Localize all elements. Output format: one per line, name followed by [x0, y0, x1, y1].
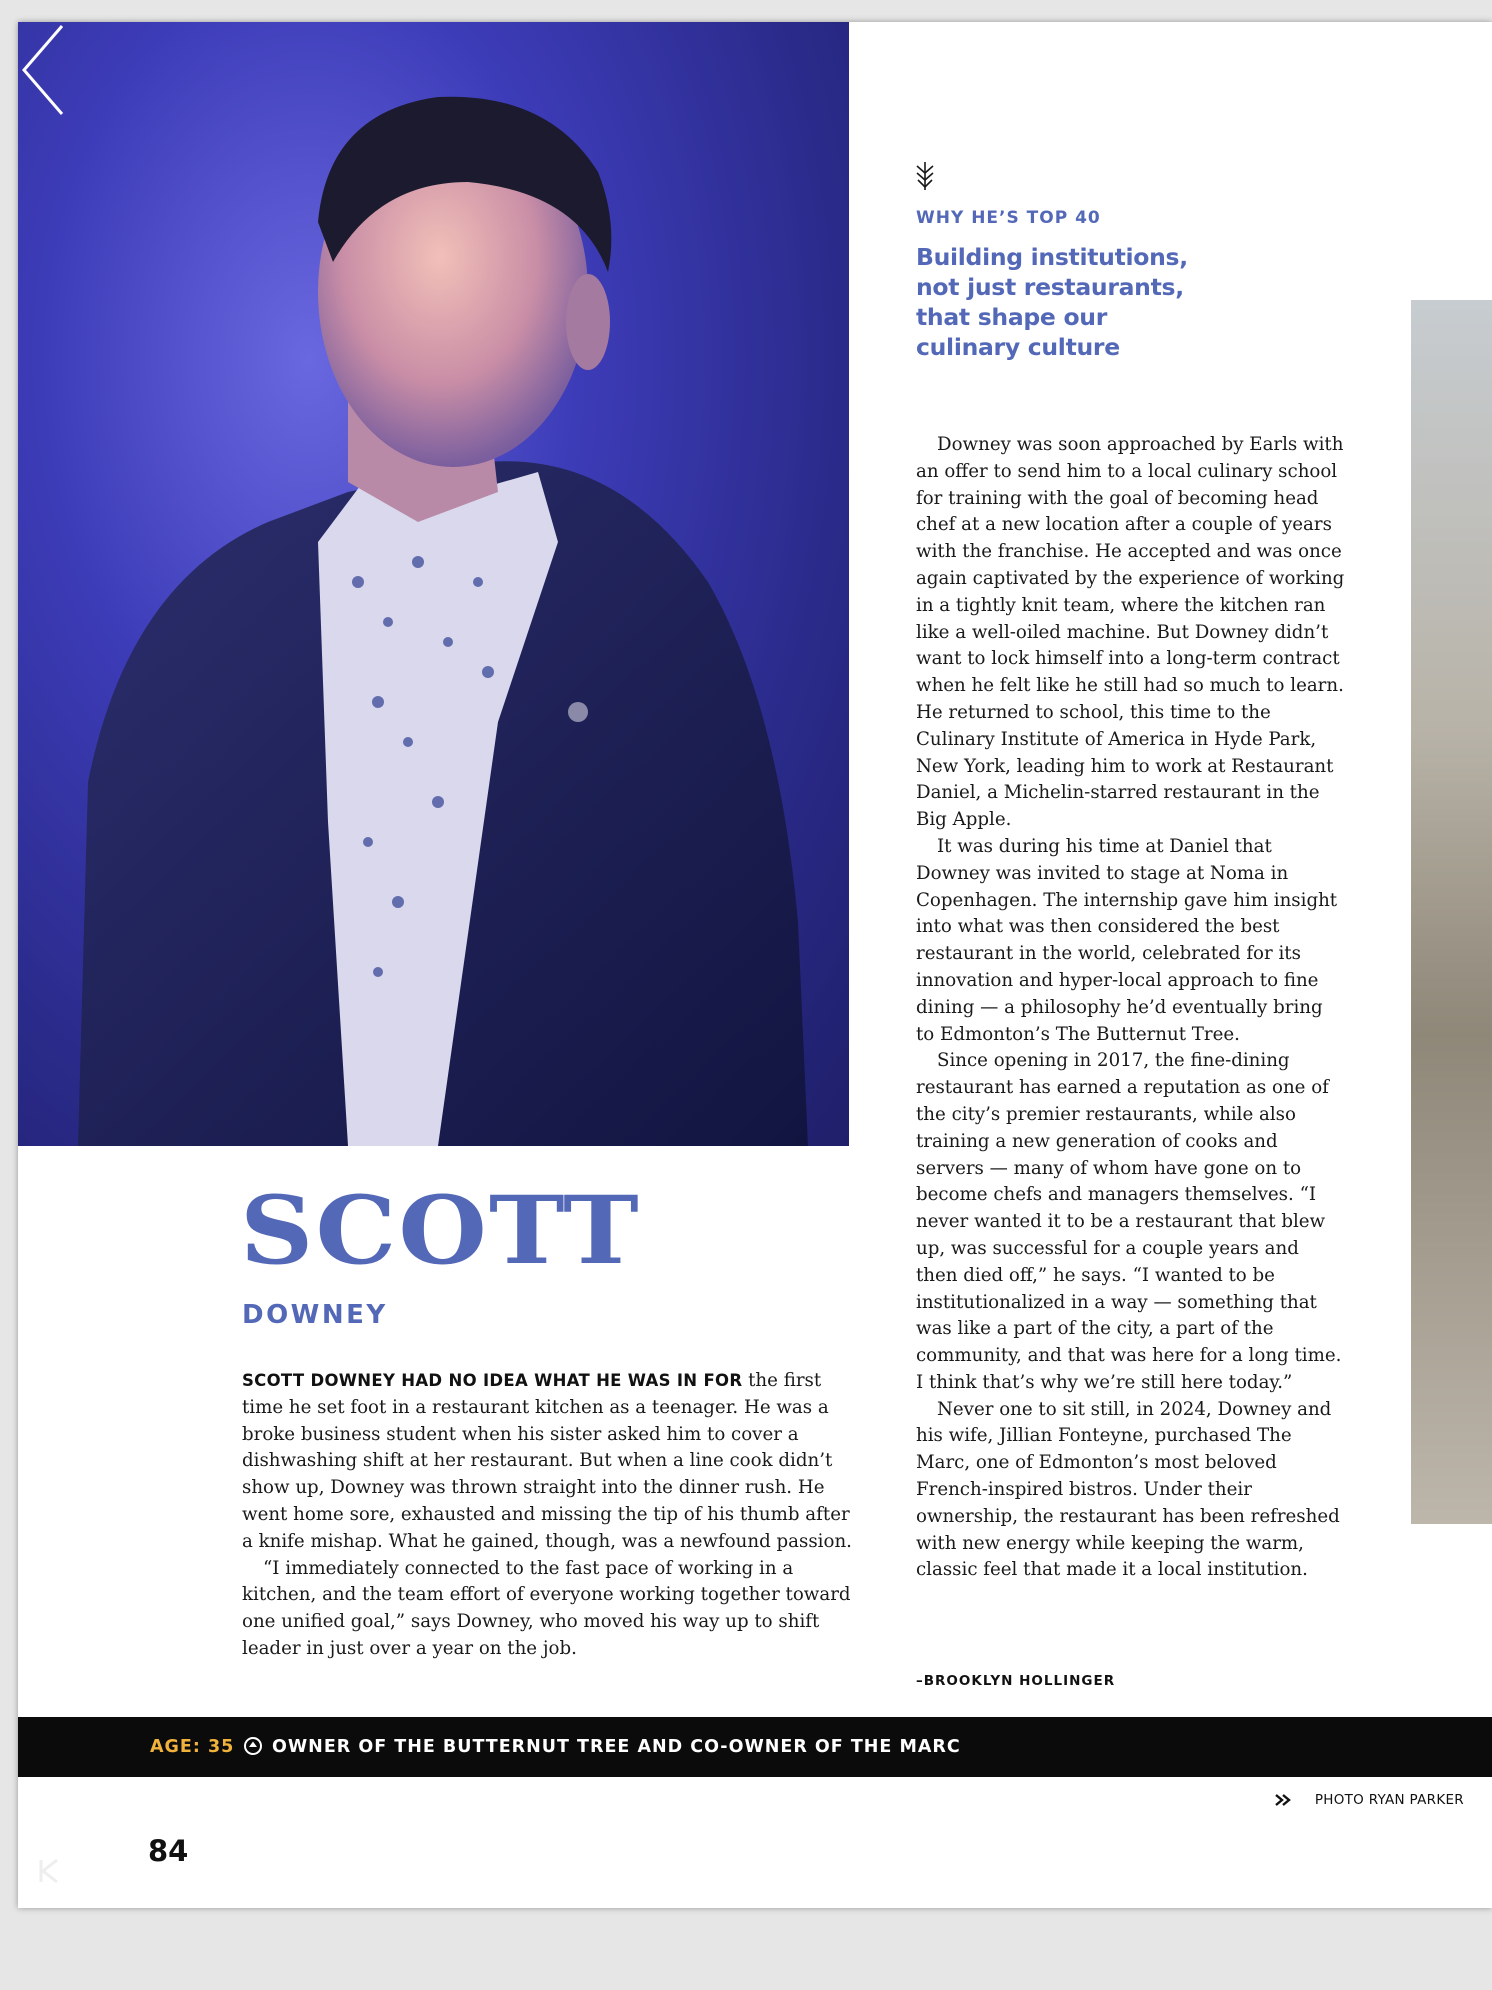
portrait-photo: [18, 22, 849, 1146]
magazine-page: [18, 22, 1492, 1908]
article-paragraph: It was during his time at Daniel that Downey was invited to stage at Noma in Copenhagen. The internship gave him insight into what was then considered the best restaurant in the world, celebrated for its innovation and hyper-local approach to fine dining — a philosophy he’d eventually bring to Edmonton’s The Butternut Tree.: [916, 835, 1338, 1045]
article-left-column: [242, 1368, 862, 1663]
photo-credit: PHOTO RYAN PARKER: [1314, 1792, 1464, 1808]
article-paragraph: [242, 1368, 862, 1556]
arrow-wreath-icon: [913, 158, 937, 192]
k-watermark-icon: [34, 1856, 64, 1886]
double-chevron-icon: [1274, 1794, 1294, 1806]
article-paragraph: Downey was soon approached by Earls with an offer to send him to a local culinary school for training with the goal of becoming head chef at a new location after a couple of years with the franchise. He accepted and was once again captivated by the experience of working in a tightly knit team, where the kitchen ran like a well-oiled machine. But Downey didn’t want to lock himself into a long-term contract when he felt like he still had so much to learn. He returned to school, this time to the Culinary Institute of America in Hyde Park, New York, leading him to work at Restaurant Daniel, a Michelin-starred restaurant in the Big Apple.: [916, 434, 1345, 831]
why-top-40-headline: Building institutions, not just restaurants, that shape our culinary culture: [916, 243, 1188, 361]
age-label: AGE: 35: [150, 1737, 235, 1757]
article-paragraph: “I immediately connected to the fast pace of working in a kitchen, and the team effort of everyone working together toward one unified goal,” says Downey, who moved his way up to shift leader in just over a year on the job.: [242, 1557, 851, 1659]
profile-first-name: SCOTT: [240, 1176, 641, 1286]
profile-info-bar: [18, 1717, 1492, 1777]
why-top-40-label: WHY HE’S TOP 40: [916, 208, 1101, 228]
article-paragraph: Never one to sit still, in 2024, Downey and his wife, Jillian Fonteyne, purchased The Marc, one of Edmonton’s most beloved French-inspired bistros. Under their ownership, the restaurant has been refreshed with new energy while keeping the warm, classic feel that made it a local institution.: [916, 1398, 1340, 1581]
previous-page-arrow-icon[interactable]: [18, 22, 66, 118]
author-byline: –BROOKLYN HOLLINGER: [916, 1673, 1116, 1689]
lead-in-text: SCOTT DOWNEY HAD NO IDEA WHAT HE WAS IN FOR: [242, 1371, 743, 1390]
page-number: 84: [148, 1834, 189, 1868]
article-right-column: [916, 432, 1346, 1584]
lead-paragraph-text: the first time he set foot in a restaurant kitchen as a teenager. He was a broke business student when his sister asked him to cover a dishwashing shift at her restaurant. But when a line cook didn’t show up, Downey was thrown straight into the dinner rush. He went home sore, exhausted and missing the tip of his thumb after a knife mishap. What he gained, though, was a newfound passion.: [242, 1370, 852, 1552]
role-label: OWNER OF THE BUTTERNUT TREE AND CO-OWNER OF THE MARC: [272, 1737, 961, 1757]
target-circle-icon: [243, 1736, 263, 1756]
profile-last-name: DOWNEY: [242, 1300, 388, 1330]
adjacent-page-photo: [1411, 300, 1492, 1524]
article-paragraph: Since opening in 2017, the fine-dining restaurant has earned a reputation as one of the city’s premier restaurants, while also training a new generation of cooks and servers — many of whom have gone on to become chefs and managers themselves. “I never wanted it to be a restaurant that blew up, was successful for a couple years and then died off,” he says. “I wanted to be institutionalized in a way — something that was like a part of the city, a part of the community, and that was here for a long time. I think that’s why we’re still here today.”: [916, 1050, 1342, 1393]
